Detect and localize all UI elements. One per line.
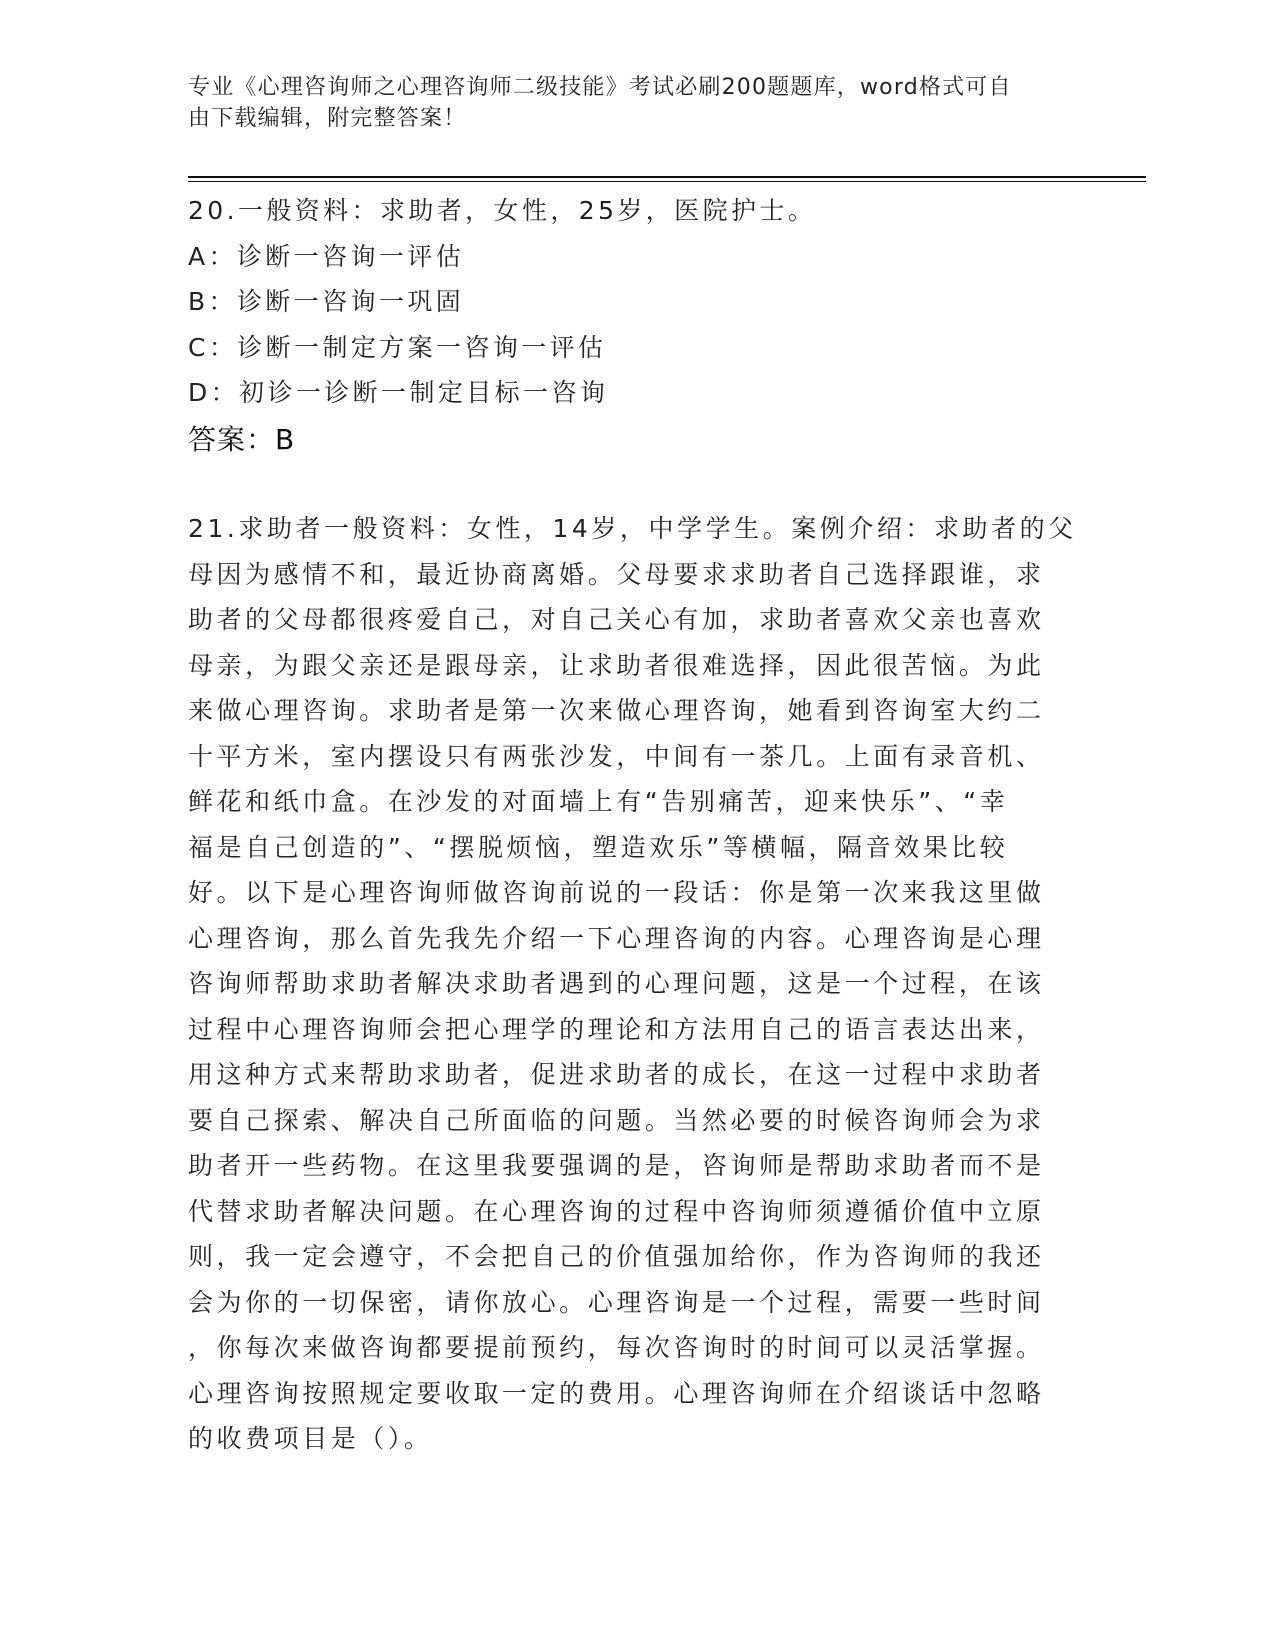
question-20 xyxy=(188,188,1088,464)
question-21 xyxy=(188,506,1088,1462)
question-stem-line: 母亲，为跟父亲还是跟母亲，让求助者很难选择，因此很苦恼。为此 xyxy=(188,650,1045,680)
question-stem-line: 助者开一些药物。在这里我要强调的是，咨询师是帮助求助者而不是 xyxy=(188,1151,1045,1180)
option-b: B：诊断一咨询一巩固 xyxy=(188,287,465,316)
question-stem-line: 鲜花和纸巾盒。在沙发的对面墙上有“告别痛苦，迎来快乐”、“幸 xyxy=(188,787,1009,816)
answer: 答案：B xyxy=(188,422,296,456)
question-stem-line: 的收费项目是（）。 xyxy=(188,1424,433,1453)
question-stem-line: ，你每次来做咨询都要提前预约，每次咨询时的时间可以灵活掌握。 xyxy=(188,1333,1045,1362)
question-stem-line: 助者的父母都很疼爱自己，对自己关心有加，求助者喜欢父亲也喜欢 xyxy=(188,605,1045,634)
question-stem-line: 福是自己创造的”、“摆脱烦恼，塑造欢乐”等横幅，隔音效果比较 xyxy=(188,832,1009,862)
question-stem-line: 好。以下是心理咨询师做咨询前说的一段话：你是第一次来我这里做 xyxy=(188,878,1045,907)
header-line-2: 由下载编辑，附完整答案！ xyxy=(188,106,467,131)
option-d: D：初诊一诊断一制定目标一咨询 xyxy=(188,378,609,407)
question-stem-line: 要自己探索、解决自己所面临的问题。当然必要的时候咨询师会为求 xyxy=(188,1105,1045,1135)
question-stem-line: 会为你的一切保密，请你放心。心理咨询是一个过程，需要一些时间 xyxy=(188,1287,1045,1317)
option-c: C：诊断一制定方案一咨询一评估 xyxy=(188,332,607,362)
header-divider-thin xyxy=(188,181,1146,182)
question-stem-line: 则，我一定会遵守，不会把自己的价值强加给你，作为咨询师的我还 xyxy=(188,1242,1045,1271)
option-a: A：诊断一咨询一评估 xyxy=(188,241,465,271)
question-stem-line: 21.求助者一般资料：女性，14岁，中学学生。案例介绍：求助者的父 xyxy=(188,514,1077,543)
question-stem-line: 咨询师帮助求助者解决求助者遇到的心理问题，这是一个过程，在该 xyxy=(188,969,1045,998)
question-stem: 20.一般资料：求助者，女性，25岁，医院护士。 xyxy=(188,196,817,225)
question-stem-line: 来做心理咨询。求助者是第一次来做心理咨询，她看到咨询室大约二 xyxy=(188,696,1045,725)
page-header xyxy=(188,72,1068,134)
question-stem-line: 心理咨询，那么首先我先介绍一下心理咨询的内容。心理咨询是心理 xyxy=(188,923,1045,953)
question-stem-line: 代替求助者解决问题。在心理咨询的过程中咨询师须遵循价值中立原 xyxy=(188,1196,1045,1226)
question-stem-line: 十平方米，室内摆设只有两张沙发，中间有一茶几。上面有录音机、 xyxy=(188,741,1045,771)
question-stem-line: 过程中心理咨询师会把心理学的理论和方法用自己的语言表达出来， xyxy=(188,1014,1045,1044)
header-divider-thick xyxy=(188,176,1146,178)
question-stem-line: 用这种方式来帮助求助者，促进求助者的成长，在这一过程中求助者 xyxy=(188,1060,1045,1089)
question-stem-line: 母因为感情不和，最近协商离婚。父母要求求助者自己选择跟谁，求 xyxy=(188,559,1045,589)
header-line-1: 专业《心理咨询师之心理咨询师二级技能》考试必刷200题题库，word格式可自 xyxy=(188,75,1012,100)
question-stem-line: 心理咨询按照规定要收取一定的费用。心理咨询师在介绍谈话中忽略 xyxy=(188,1378,1045,1408)
